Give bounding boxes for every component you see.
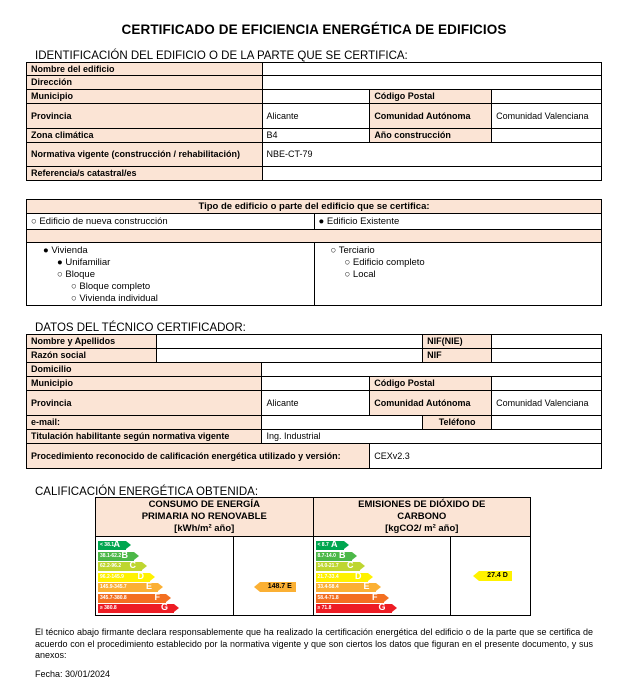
titulacion-value[interactable]: Ing. Industrial xyxy=(262,430,602,444)
codigo-postal-label: Código Postal xyxy=(370,90,492,104)
municipio-label: Municipio xyxy=(27,90,263,104)
radio-filled-icon: ● xyxy=(57,257,63,268)
tecnico-municipio-label: Municipio xyxy=(27,377,262,391)
spacer-row xyxy=(27,230,602,243)
nombre-edificio-value[interactable] xyxy=(262,63,601,76)
emisiones-header: EMISIONES DE DIÓXIDO DE CARBONO [kgCO2/ m² año] xyxy=(313,498,531,537)
telefono-value[interactable] xyxy=(492,416,602,430)
email-label: e-mail: xyxy=(27,416,262,430)
emisiones-scale-bars xyxy=(314,537,451,615)
domicilio-value[interactable] xyxy=(262,363,602,377)
tecnico-comunidad-label: Comunidad Autónoma xyxy=(370,391,492,416)
nif-nie-label: NIF(NIE) xyxy=(423,335,492,349)
energy-bar-g: ≥ 380.8 G xyxy=(98,604,174,613)
option-terciario[interactable]: ○ Terciario xyxy=(330,245,375,256)
tecnico-comunidad-value[interactable]: Comunidad Valenciana xyxy=(492,391,602,416)
normativa-value[interactable]: NBE-CT-79 xyxy=(262,143,601,167)
zona-climatica-value[interactable]: B4 xyxy=(262,129,370,143)
radio-filled-icon: ● xyxy=(318,216,325,227)
energy-bar-d: 21.7-33.4 D xyxy=(316,573,368,582)
option-unifamiliar[interactable]: ● Unifamiliar xyxy=(57,257,111,268)
declaracion-text: El técnico abajo firmante declara responsablemente que ha realizado la certificación energética del edificio o de la parte que se certifica de acuerdo con el procedimiento establecido por la normativa vigente y que son ciertos los datos que figuran en el presente documento, y sus anexos: xyxy=(35,627,593,660)
option-nueva-construccion[interactable]: ○ Edificio de nueva construcción xyxy=(27,214,315,230)
codigo-postal-value[interactable] xyxy=(492,90,602,104)
direccion-label: Dirección xyxy=(27,76,263,90)
procedimiento-value[interactable]: CEXv2.3 xyxy=(370,444,602,469)
razon-social-value[interactable] xyxy=(156,349,422,363)
energy-bar-f: 345.7-380.8 F xyxy=(98,594,166,603)
option-edificio-completo[interactable]: ○ Edificio completo xyxy=(344,257,425,268)
provincia-value[interactable]: Alicante xyxy=(262,104,370,129)
option-bloque-completo[interactable]: ○ Bloque completo xyxy=(71,281,151,292)
energy-bar-a: < 38.1 A xyxy=(98,541,126,550)
referencia-catastral-value[interactable] xyxy=(262,167,601,181)
email-value[interactable] xyxy=(262,416,423,430)
tecnico-table xyxy=(26,334,602,469)
emisiones-scale xyxy=(313,537,451,616)
tecnico-nombre-value[interactable] xyxy=(156,335,422,349)
tecnico-nombre-label: Nombre y Apellidos xyxy=(27,335,157,349)
energy-bar-a: < 8.7 A xyxy=(316,541,344,550)
energy-bar-g: ≥ 71.8 G xyxy=(316,604,392,613)
energy-bar-c: 14.0-21.7 C xyxy=(316,562,360,571)
anio-construccion-value[interactable] xyxy=(492,129,602,143)
fecha-text: Fecha: 30/01/2024 xyxy=(35,669,111,679)
radio-empty-icon: ○ xyxy=(330,245,337,256)
option-vivienda-individual[interactable]: ○ Vivienda individual xyxy=(71,293,158,304)
radio-filled-icon: ● xyxy=(43,245,49,256)
domicilio-label: Domicilio xyxy=(27,363,262,377)
anio-construccion-label: Año construcción xyxy=(370,129,492,143)
emisiones-result-cell xyxy=(451,537,531,616)
radio-empty-icon: ○ xyxy=(71,281,77,292)
tecnico-municipio-value[interactable] xyxy=(262,377,370,391)
tecnico-provincia-value[interactable]: Alicante xyxy=(262,391,370,416)
option-edificio-existente[interactable]: ● Edificio Existente xyxy=(314,214,601,230)
terciario-options xyxy=(314,243,601,306)
comunidad-label: Comunidad Autónoma xyxy=(370,104,492,129)
building-section-title: IDENTIFICACIÓN DEL EDIFICIO O DE LA PARTE QUE SE CERTIFICA: xyxy=(35,50,408,62)
calificacion-table xyxy=(95,497,531,616)
procedimiento-label: Procedimiento reconocido de calificación energética utilizado y versión: xyxy=(27,444,370,469)
municipio-value[interactable] xyxy=(262,90,370,104)
radio-empty-icon: ○ xyxy=(344,257,351,268)
provincia-label: Provincia xyxy=(27,104,263,129)
tecnico-cp-value[interactable] xyxy=(492,377,602,391)
energy-bar-e: 33.4-58.4 E xyxy=(316,583,376,592)
consumo-result-cell xyxy=(233,537,313,616)
building-table xyxy=(26,62,602,181)
consumo-scale xyxy=(96,537,234,616)
tecnico-section-title: DATOS DEL TÉCNICO CERTIFICADOR: xyxy=(35,322,246,334)
calificacion-section-title: CALIFICACIÓN ENERGÉTICA OBTENIDA: xyxy=(35,486,259,498)
consumo-scale-bars xyxy=(96,537,233,615)
referencia-catastral-label: Referencia/s catastral/es xyxy=(27,167,263,181)
comunidad-value[interactable]: Comunidad Valenciana xyxy=(492,104,602,129)
titulacion-label: Titulación habilitante según normativa vigente xyxy=(27,430,262,444)
energy-bar-c: 62.2-96.2 C xyxy=(98,562,142,571)
direccion-value[interactable] xyxy=(262,76,601,90)
option-bloque[interactable]: ○ Bloque xyxy=(57,269,95,280)
page-title: CERTIFICADO DE EFICIENCIA ENERGÉTICA DE EDIFICIOS xyxy=(121,22,507,37)
option-vivienda[interactable]: ● Vivienda xyxy=(43,245,88,256)
nif-nie-value[interactable] xyxy=(492,335,602,349)
option-local[interactable]: ○ Local xyxy=(344,269,376,280)
energy-bar-f: 58.4-71.8 F xyxy=(316,594,384,603)
telefono-label: Teléfono xyxy=(423,416,492,430)
tipo-edificio-table xyxy=(26,199,602,306)
nif-label: NIF xyxy=(423,349,492,363)
vivienda-options xyxy=(27,243,315,306)
energy-bar-b: 8.7-14.0 B xyxy=(316,552,352,561)
emisiones-result-badge: 27.4 D xyxy=(479,571,512,581)
nombre-edificio-label: Nombre del edificio xyxy=(27,63,263,76)
nif-value[interactable] xyxy=(492,349,602,363)
radio-empty-icon: ○ xyxy=(57,269,63,280)
radio-empty-icon: ○ xyxy=(71,293,77,304)
radio-empty-icon: ○ xyxy=(344,269,351,280)
energy-bar-e: 145.9-345.7 E xyxy=(98,583,158,592)
tecnico-cp-label: Código Postal xyxy=(370,377,492,391)
energy-bar-d: 96.2-145.9 D xyxy=(98,573,150,582)
razon-social-label: Razón social xyxy=(27,349,157,363)
consumo-header: CONSUMO DE ENERGÍA PRIMARIA NO RENOVABLE [kWh/m² año] xyxy=(96,498,314,537)
normativa-label: Normativa vigente (construcción / rehabilitación) xyxy=(27,143,263,167)
tipo-edificio-header: Tipo de edificio o parte del edificio que se certifica: xyxy=(27,200,602,214)
energy-bar-b: 38.1-62.2 B xyxy=(98,552,134,561)
radio-empty-icon: ○ xyxy=(31,216,37,227)
consumo-result-badge: 148.7 E xyxy=(260,582,296,592)
zona-climatica-label: Zona climática xyxy=(27,129,263,143)
tecnico-provincia-label: Provincia xyxy=(27,391,262,416)
